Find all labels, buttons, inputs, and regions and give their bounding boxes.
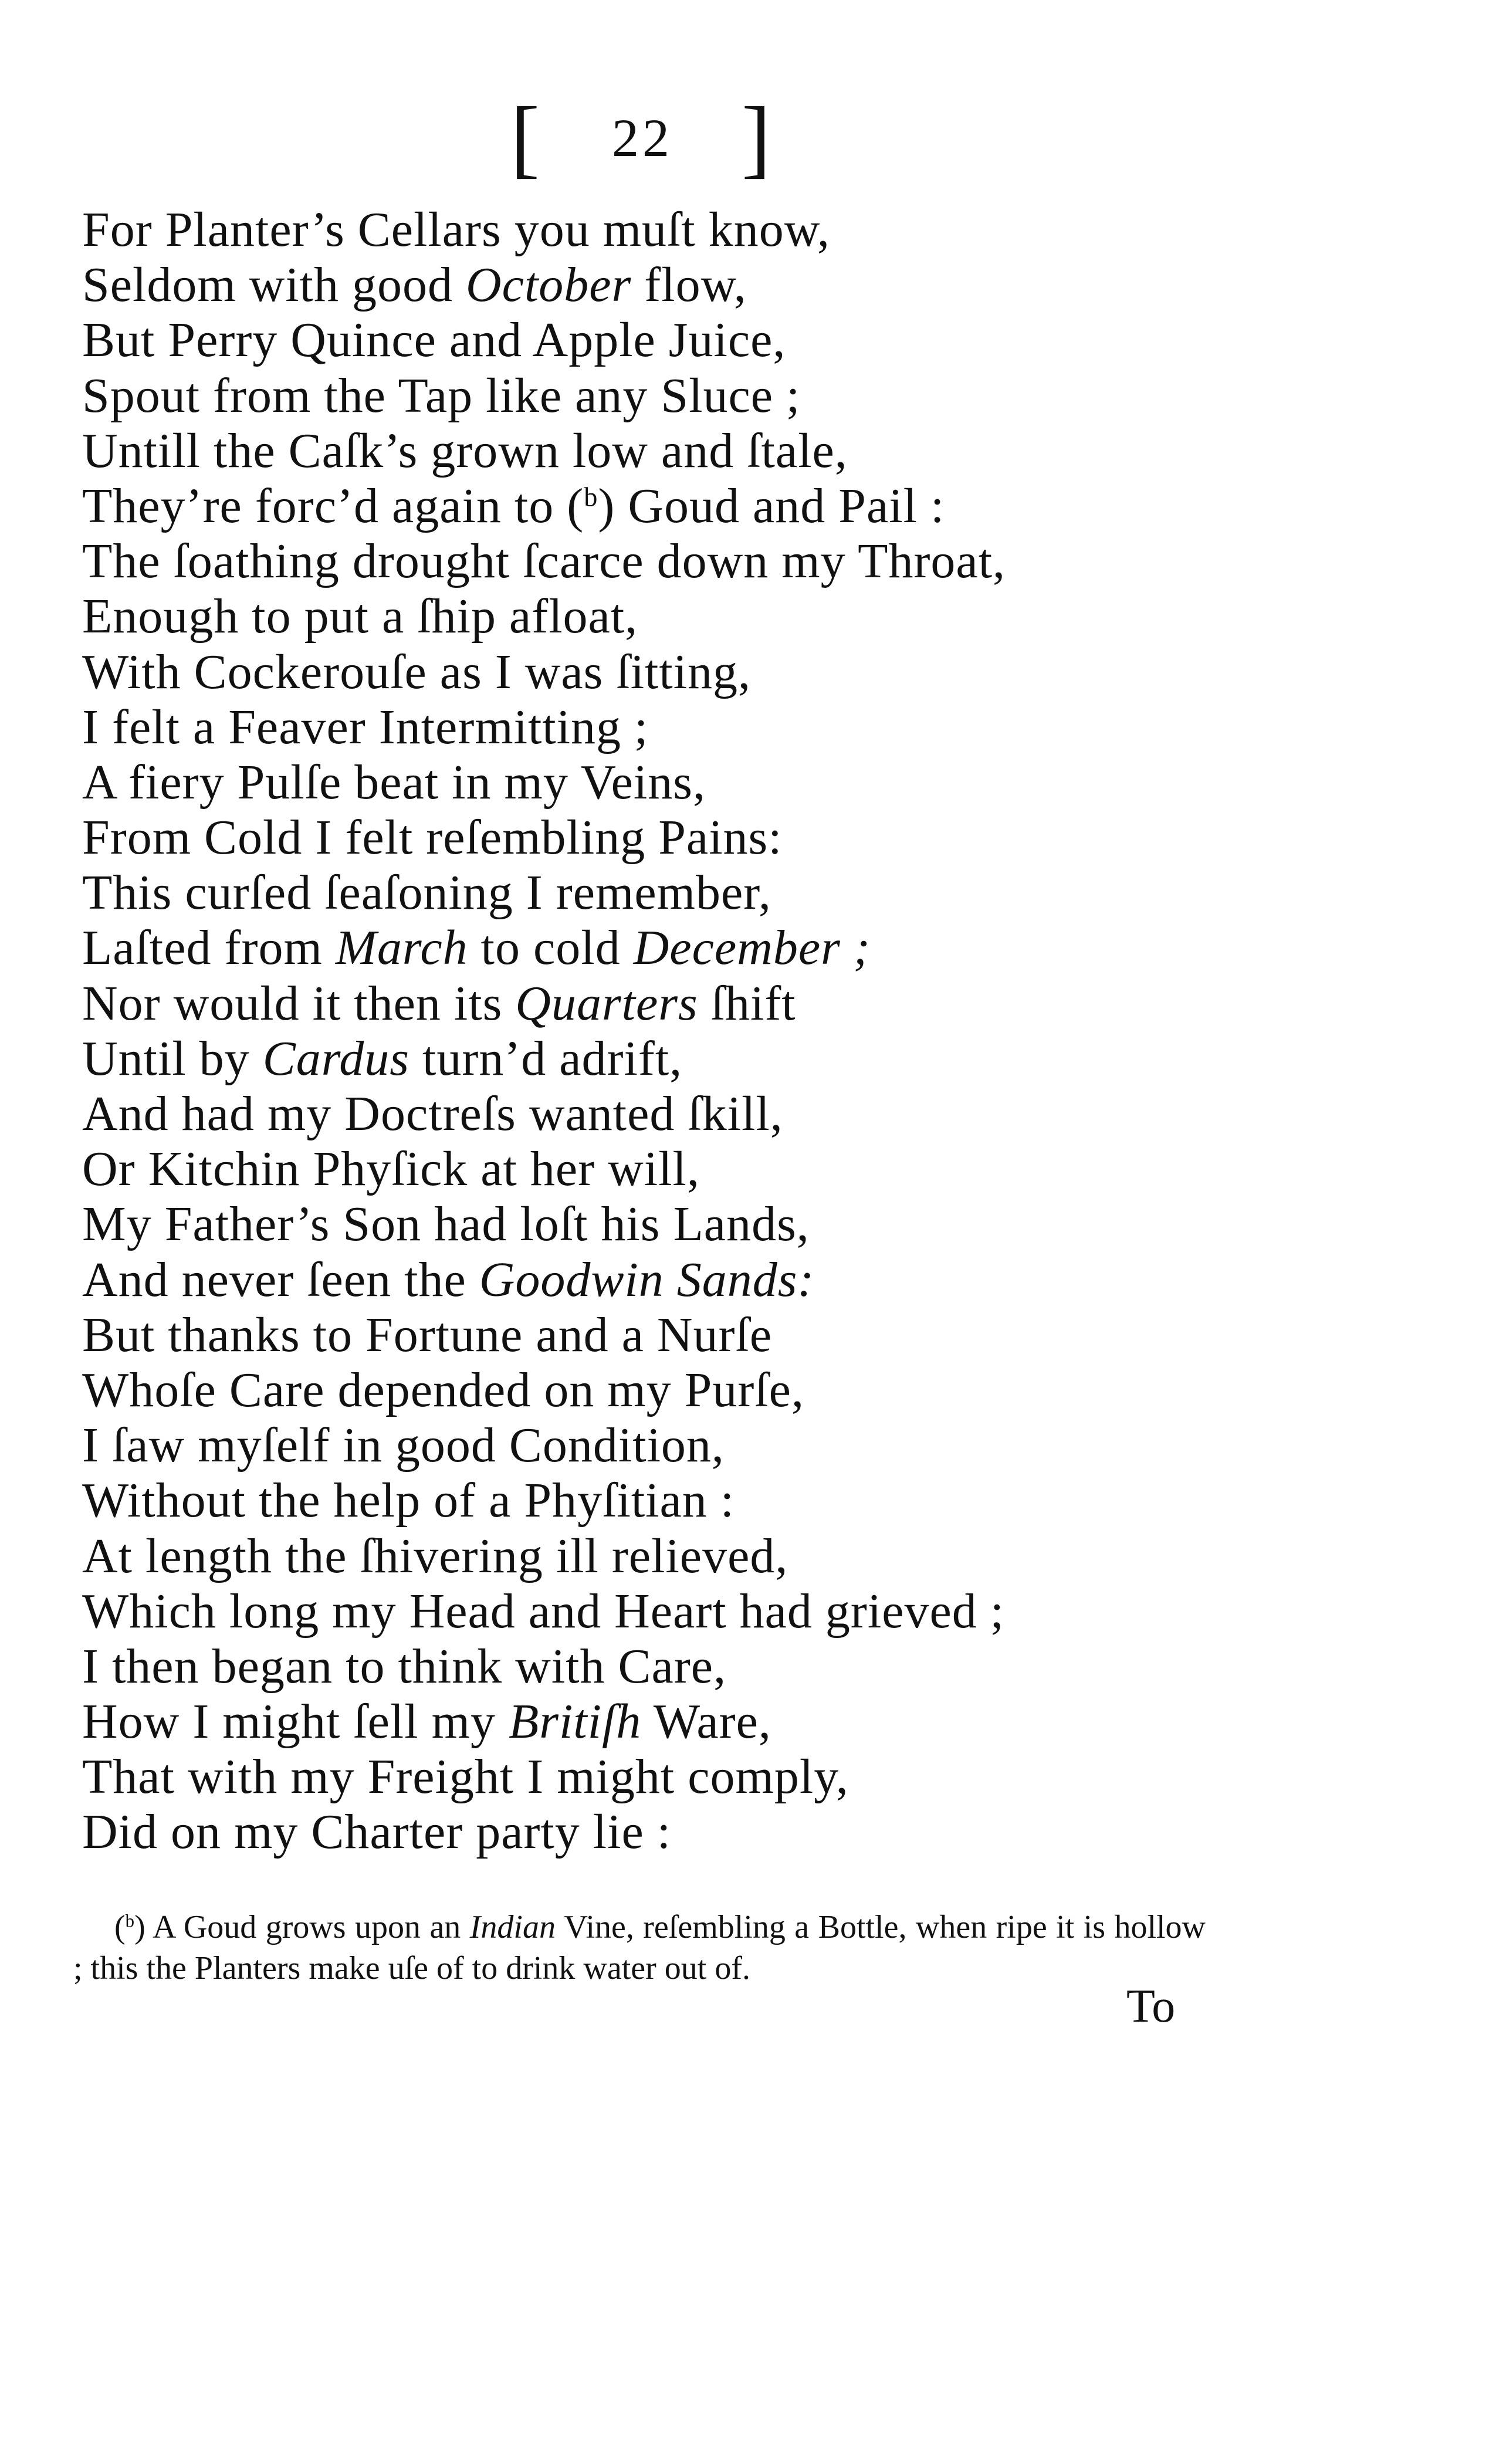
verse-text: At length the ſhivering ill relieved, bbox=[82, 1528, 788, 1583]
verse-text: flow, bbox=[631, 258, 747, 313]
verse-italic-text: December ; bbox=[633, 920, 871, 976]
verse-text: Spout from the Tap like any Sluce ; bbox=[82, 368, 801, 423]
verse-text: But thanks to Fortune and a Nurſe bbox=[82, 1307, 773, 1362]
verse-text: turn’d adrift, bbox=[409, 1031, 683, 1086]
verse-italic-text: Britiſh bbox=[508, 1694, 642, 1749]
verse-italic-text: Quarters bbox=[515, 976, 698, 1031]
footnote-text-1: A Goud grows upon an bbox=[145, 1909, 470, 1945]
verse-text: Until by bbox=[82, 1031, 263, 1086]
verse-text: Enough to put a ſhip afloat, bbox=[82, 589, 638, 644]
verse-text: The ſoathing drought ſcarce down my Throat, bbox=[82, 534, 1006, 589]
verse-text: And never ſeen the bbox=[82, 1252, 479, 1307]
verse-text: Which long my Head and Heart had grieved ; bbox=[82, 1583, 1005, 1639]
verse-body bbox=[82, 202, 1343, 1860]
verse-text: I felt a Feaver Intermitting ; bbox=[82, 699, 649, 754]
verse-text: Without the help of a Phyſitian : bbox=[82, 1473, 735, 1528]
verse-line bbox=[82, 479, 1343, 534]
verse-text: Did on my Charter party lie : bbox=[82, 1805, 672, 1860]
page-number-value: 22 bbox=[612, 108, 673, 168]
right-bracket: ] bbox=[742, 89, 774, 187]
footnote-marker-close: ) bbox=[134, 1909, 145, 1945]
verse-line bbox=[82, 1584, 1343, 1639]
verse-line bbox=[82, 1142, 1343, 1197]
verse-line bbox=[82, 424, 1343, 479]
verse-text: But Perry Quince and Apple Juice, bbox=[82, 313, 786, 368]
verse-line bbox=[82, 202, 1343, 258]
verse-text: ſhift bbox=[698, 976, 796, 1031]
verse-text: Or Kitchin Phyſick at her will, bbox=[82, 1142, 700, 1197]
footnote-italic: Indian bbox=[469, 1909, 556, 1945]
verse-text: And had my Doctreſs wanted ſkill, bbox=[82, 1087, 783, 1141]
verse-line bbox=[82, 1418, 1343, 1473]
verse-text: That with my Freight I might comply, bbox=[82, 1749, 849, 1805]
verse-text: Seldom with good bbox=[82, 258, 466, 313]
verse-line bbox=[82, 258, 1343, 313]
verse-text: Whoſe Care depended on my Purſe, bbox=[82, 1362, 804, 1417]
verse-text: Nor would it then its bbox=[82, 976, 516, 1031]
verse-line bbox=[82, 865, 1343, 920]
footnote-marker: b bbox=[125, 1911, 135, 1931]
footnote-marker-open: ( bbox=[114, 1909, 126, 1945]
verse-text: My Father’s Son had loſt his Lands, bbox=[82, 1197, 810, 1252]
verse-line bbox=[82, 1749, 1343, 1805]
verse-line bbox=[82, 1363, 1343, 1418]
page-number bbox=[510, 89, 774, 187]
verse-text: With Cockerouſe as I was ſitting, bbox=[82, 644, 752, 699]
verse-text: to cold bbox=[468, 920, 634, 976]
verse-line bbox=[82, 1805, 1343, 1860]
verse-text: How I might ſell my bbox=[82, 1694, 509, 1749]
footnote-text-2: Vine, reſembling a Bottle, when ripe it is hollow ; this the Planters make uſe of to drink water out of. bbox=[73, 1909, 1206, 1986]
verse-line bbox=[82, 1308, 1343, 1363]
verse-line bbox=[82, 920, 1343, 976]
verse-text: I ſaw myſelf in good Condition, bbox=[82, 1418, 725, 1473]
verse-line bbox=[82, 1031, 1343, 1087]
verse-line bbox=[82, 368, 1343, 424]
verse-italic-text: March bbox=[335, 920, 468, 976]
verse-line bbox=[82, 589, 1343, 644]
verse-italic-text: Goodwin Sands: bbox=[479, 1252, 815, 1307]
verse-line bbox=[82, 976, 1343, 1031]
verse-text: Untill the Caſk’s grown low and ſtale, bbox=[82, 423, 848, 478]
verse-text: They’re forc’d again to ( bbox=[82, 478, 584, 533]
verse-text: This curſed ſeaſoning I remember, bbox=[82, 865, 771, 920]
verse-line bbox=[82, 1087, 1343, 1142]
verse-line bbox=[82, 1197, 1343, 1252]
verse-text: A fiery Pulſe beat in my Veins, bbox=[82, 754, 706, 810]
verse-line bbox=[82, 534, 1343, 589]
footnote bbox=[73, 1907, 1206, 1989]
verse-line bbox=[82, 1639, 1343, 1694]
verse-line bbox=[82, 700, 1343, 755]
verse-text: From Cold I felt reſembling Pains: bbox=[82, 810, 783, 865]
verse-italic-text: October bbox=[466, 258, 632, 313]
left-bracket: [ bbox=[510, 89, 543, 187]
footnote-reference: b bbox=[584, 482, 598, 512]
verse-text: ) Goud and Pail : bbox=[598, 478, 945, 533]
verse-text: I then began to think with Care, bbox=[82, 1639, 727, 1694]
catchword: To bbox=[1126, 1981, 1176, 2032]
verse-text: Laſted from bbox=[82, 920, 336, 976]
verse-line bbox=[82, 1253, 1343, 1308]
verse-line bbox=[82, 755, 1343, 810]
verse-line bbox=[82, 810, 1343, 865]
verse-line bbox=[82, 1694, 1343, 1749]
verse-line bbox=[82, 645, 1343, 700]
verse-line bbox=[82, 313, 1343, 368]
verse-line bbox=[82, 1473, 1343, 1528]
verse-italic-text: Cardus bbox=[262, 1031, 409, 1086]
verse-line bbox=[82, 1529, 1343, 1584]
verse-text: For Planter’s Cellars you muſt know, bbox=[82, 202, 830, 257]
verse-text: Ware, bbox=[641, 1694, 771, 1749]
